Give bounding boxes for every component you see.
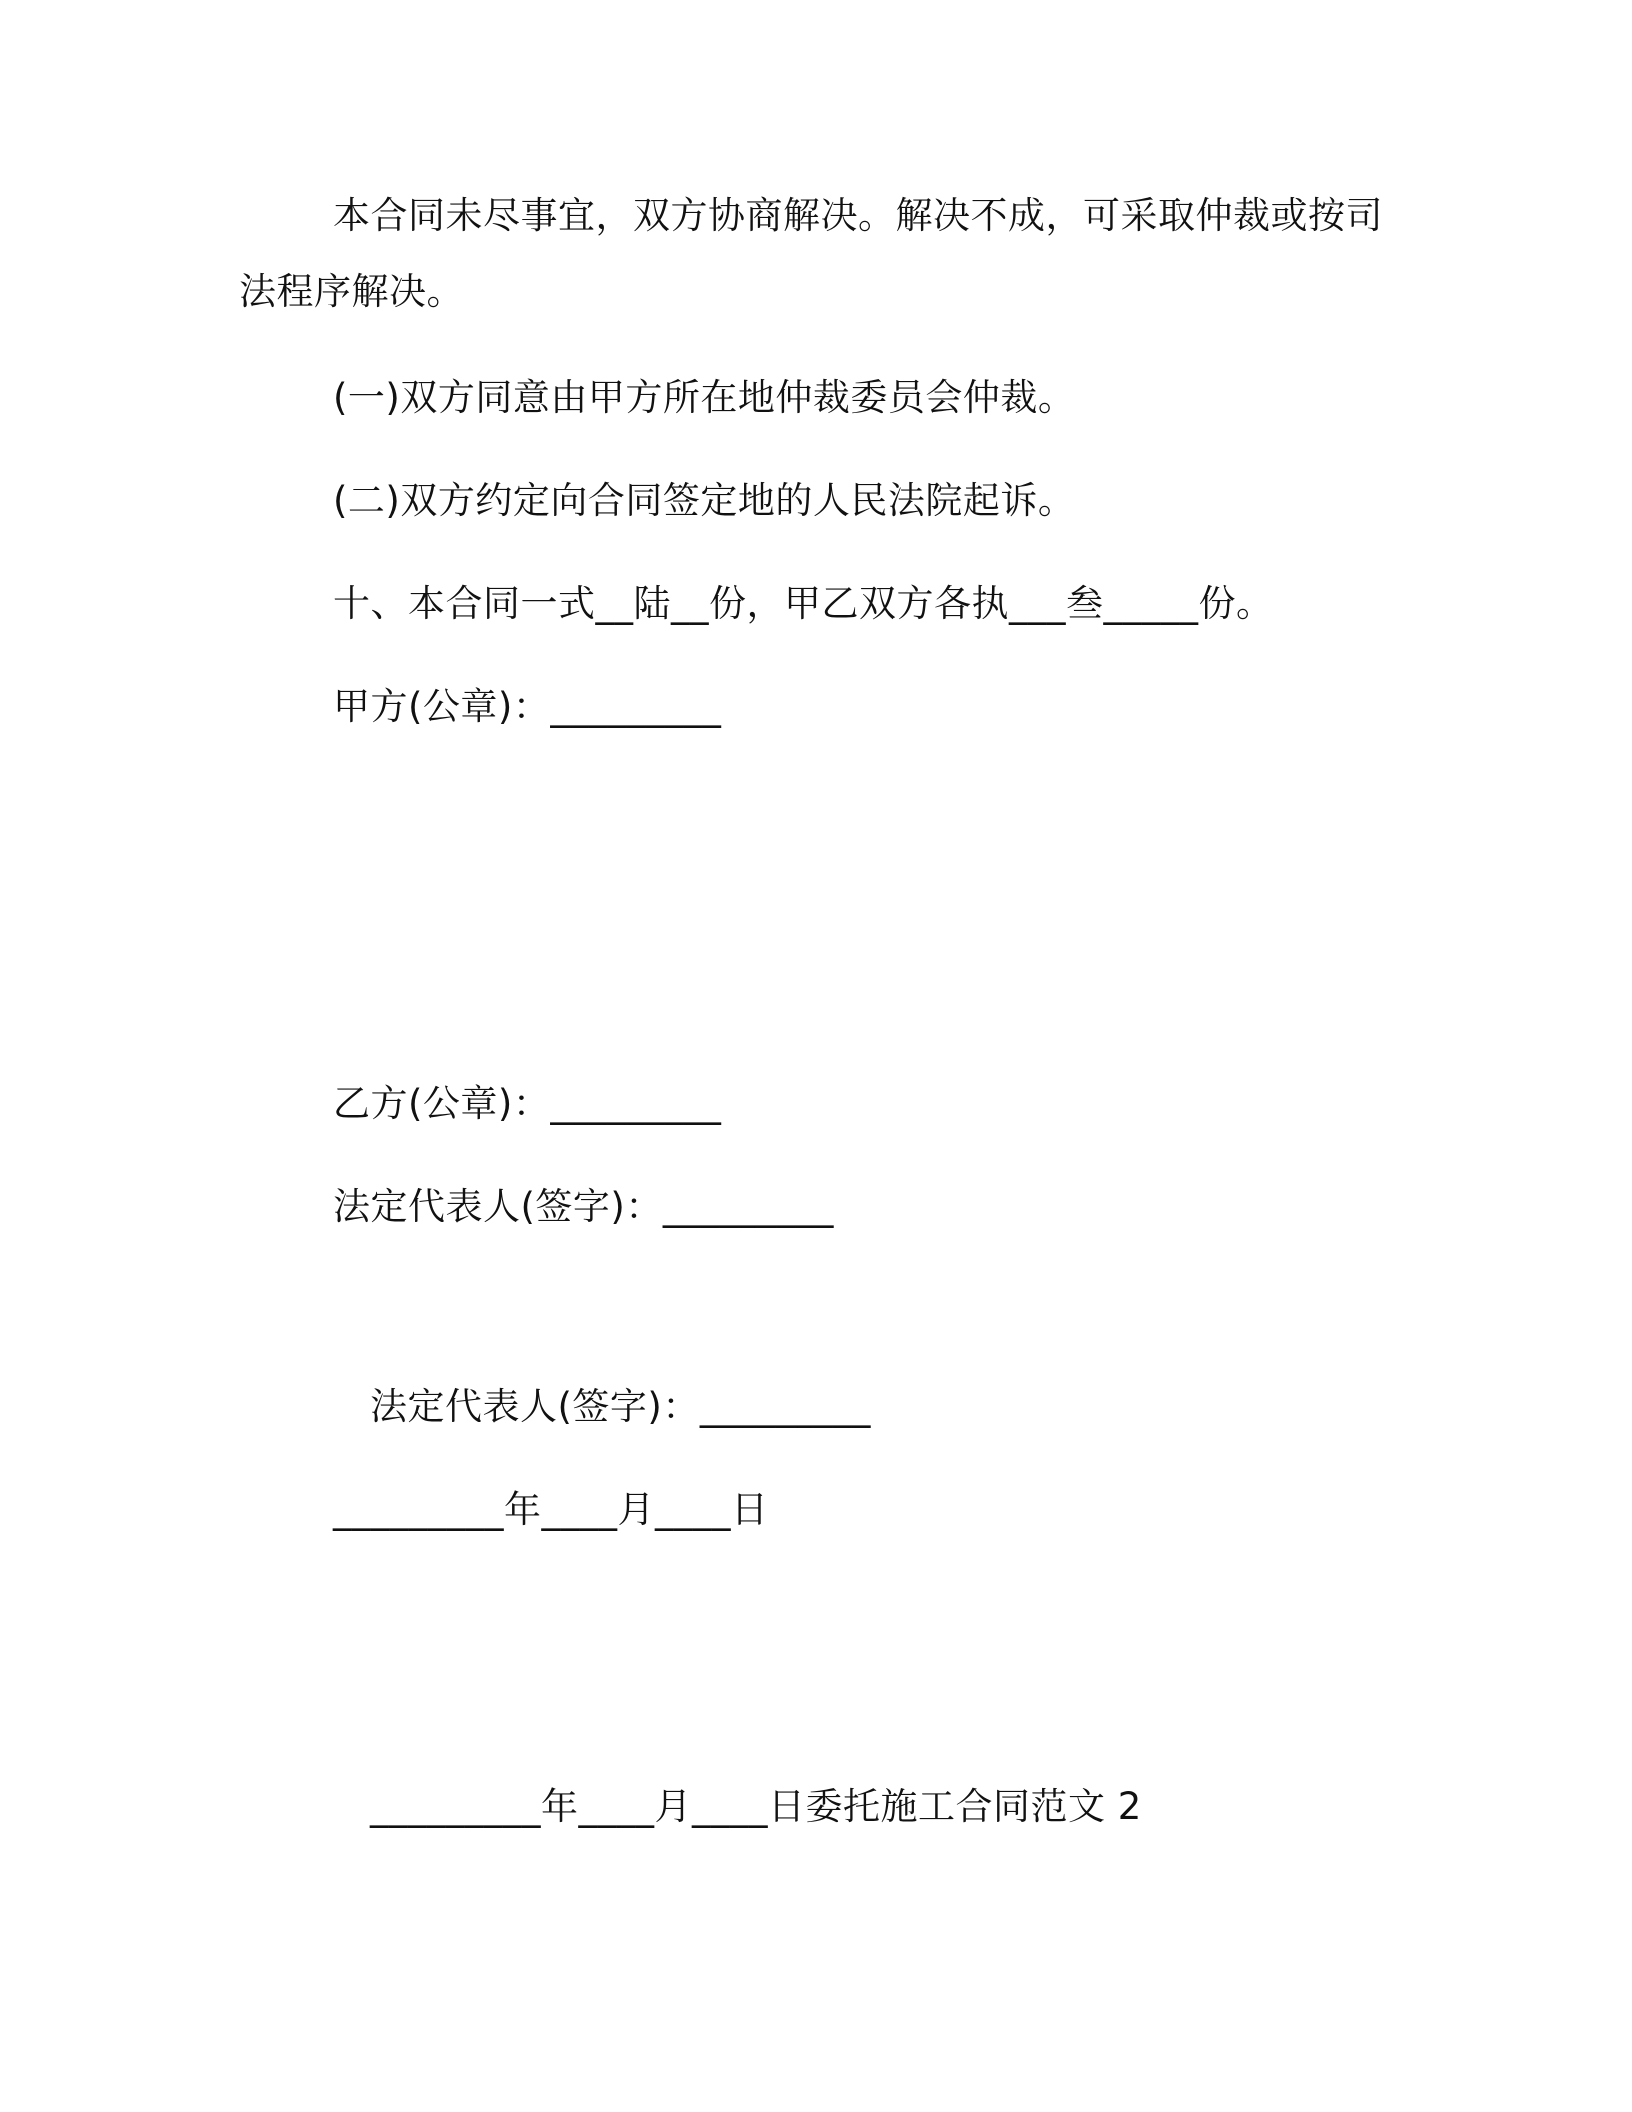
signing-date: _________年____月____日 (333, 1488, 769, 1531)
party-a-seal: 甲方(公章)：_________ (333, 685, 722, 728)
clause-unresolved-matters-continued: 法程序解决。 (239, 270, 464, 313)
option-court: (二)双方约定向合同签定地的人民法院起诉。 (333, 479, 1076, 522)
clause-copies: 十、本合同一式__陆__份，甲乙双方各执___叁_____份。 (333, 582, 1274, 625)
legal-representative-signature-a: 法定代表人(签字)：_________ (333, 1185, 834, 1228)
option-arbitration: (一)双方同意由甲方所在地仲裁委员会仲裁。 (333, 376, 1076, 419)
clause-unresolved-matters: 本合同未尽事宜，双方协商解决。解决不成，可采取仲裁或按司 (333, 194, 1383, 237)
signing-date-and-next-title: _________年____月____日委托施工合同范文 2 (370, 1785, 1142, 1828)
party-b-seal: 乙方(公章)：_________ (333, 1082, 722, 1125)
legal-representative-signature-b: 法定代表人(签字)：_________ (370, 1385, 871, 1428)
